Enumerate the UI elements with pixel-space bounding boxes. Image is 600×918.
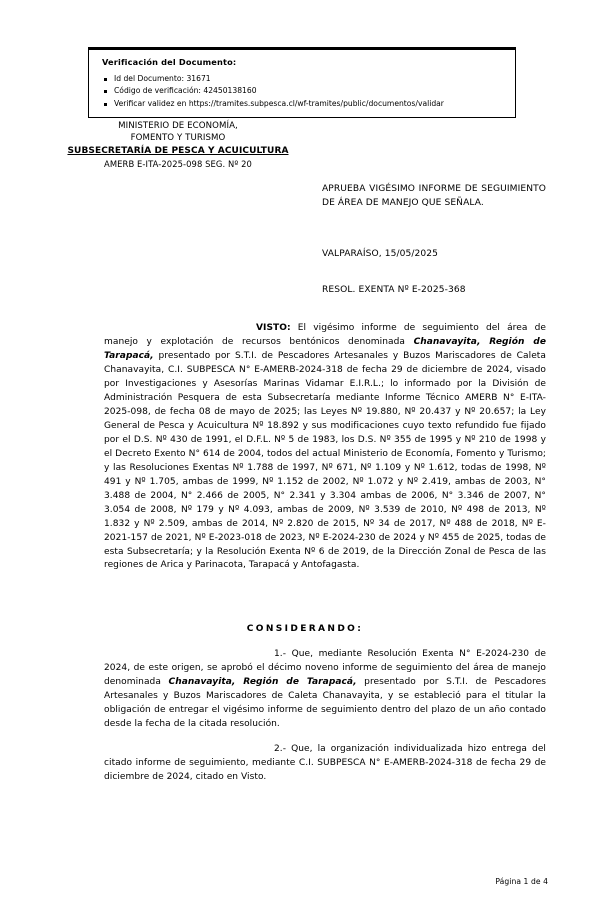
resolution-number: RESOL. EXENTA Nº E-2025-368 [322, 285, 466, 295]
visto-text-part-2: presentado por S.T.I. de Pescadores Artesanales y Buzos Mariscadores de Caleta Chanavayita, C.I. SUBPESCA N° E-AMERB-2024-318 de fecha 29 de diciembre de 2024, visado por Investigaciones y Asesorías Marinas Vidamar E.I.R.L.; lo informado por la División de Administración Pesquera de esta Subsecretaría mediante Informe Técnico AMERB N° E-ITA-2025-098, de fecha 08 de mayo de 2025; las Leyes Nº 19.880, Nº 20.437 y Nº 20.657; la Ley General de Pesca y Acuicultura Nº 18.892 y sus modificaciones cuyo texto refundido fue fijado por el D.S. Nº 430 de 1991, el D.F.L. Nº 5 de 1983, los D.S. Nº 355 de 1995 y Nº 210 de 1998 y el Decreto Exento N° 614 de 2004, todos del actual Ministerio de Economía, Fomento y Turismo; y las Resoluciones Exentas Nº 1.788 de 1997, Nº 671, Nº 1.109 y Nº 1.612, todas de 1998, Nº 491 y Nº 1.705, ambas de 1999, Nº 1.152 de 2002, Nº 1.072 y Nº 2.419, ambas de 2003, N° 3.488 de 2004, N° 2.466 de 2005, N° 2.341 y 3.304 ambas de 2006, N° 3.346 de 2007, N° 3.054 de 2008, Nº 179 y Nº 4.093, ambas de 2009, Nº 3.539 de 2010, Nº 498 de 2013, Nº 1.832 y Nº 2.509, ambas de 2014, Nº 2.820 de 2015, Nº 34 de 2017, Nº 488 de 2018, Nº E-2021-157 de 2021, Nº E-2023-018 de 2023, Nº E-2024-230 de 2024 y Nº 455 de 2025, todas de esta Subsecretaría; y la Resolución Exenta Nº 6 de 2019, de la Dirección Zonal de Pesca de las regiones de Arica y Parinacota, Tarapacá y Antofagasta. [104, 350, 546, 571]
verification-box [88, 47, 516, 118]
verification-item-code: Código de verificación: 42450138160 [102, 85, 515, 97]
visto-text-part-1: El vigésimo informe de seguimiento del área de manejo y explotación de recursos bentónicos denominada [104, 323, 546, 347]
item1-text-part-1: 1.- Que, mediante Resolución Exenta N° E-2024-230 de 2024, de este origen, se aprobó el décimo noveno informe de seguimiento del área de manejo denominada [104, 649, 546, 688]
item2-text: 2.- Que, la organización individualizada hizo entrega del citado informe de seguimiento, mediante C.I. SUBPESCA N° E-AMERB-2024-318 de fecha 29 de diciembre de 2024, citado en Visto. [104, 744, 546, 783]
verification-item-url[interactable]: Verificar validez en https://tramites.subpesca.cl/wf-tramites/public/documentos/validar [102, 98, 515, 110]
document-code: AMERB E-ITA-2025-098 SEG. Nº 20 [104, 159, 252, 170]
resolution-subject: APRUEBA VIGÉSIMO INFORME DE SEGUIMIENTO DE ÁREA DE MANEJO QUE SEÑALA. [322, 184, 546, 209]
place-and-date: VALPARAÍSO, 15/05/2025 [322, 249, 439, 259]
verification-title: Verificación del Documento: [102, 57, 237, 67]
visto-label: VISTO: [256, 323, 291, 333]
page-footer: Página 1 de 4 [495, 877, 548, 886]
considerando-item-1 [104, 648, 546, 732]
verification-item-id: Id del Documento: 31671 [102, 73, 515, 85]
item1-text-part-2: presentado por S.T.I. de Pescadores Artesanales y Buzos Mariscadores de Caleta Chanavayita, y se estableció para el titular la obligación de entregar el vigésimo informe de seguimiento dentro del plazo de un año contado desde la fecha de la citada resolución. [104, 677, 547, 730]
visto-area-name: Chanavayita, Región de Tarapacá, [104, 336, 546, 361]
considerando-heading: CONSIDERANDO: [246, 624, 364, 635]
verification-list [102, 73, 515, 110]
document-body [104, 322, 546, 785]
ministry-line-2: FOMENTO Y TURISMO [130, 133, 226, 144]
item1-area-name: Chanavayita, Región de Tarapacá, [168, 677, 357, 688]
ministry-line-1: MINISTERIO DE ECONOMÍA, [118, 121, 238, 131]
visto-paragraph [104, 322, 546, 573]
subsecretaria-name: SUBSECRETARÍA DE PESCA Y ACUICULTURA [67, 146, 289, 157]
letterhead [58, 120, 298, 171]
considerando-item-2 [104, 743, 546, 785]
